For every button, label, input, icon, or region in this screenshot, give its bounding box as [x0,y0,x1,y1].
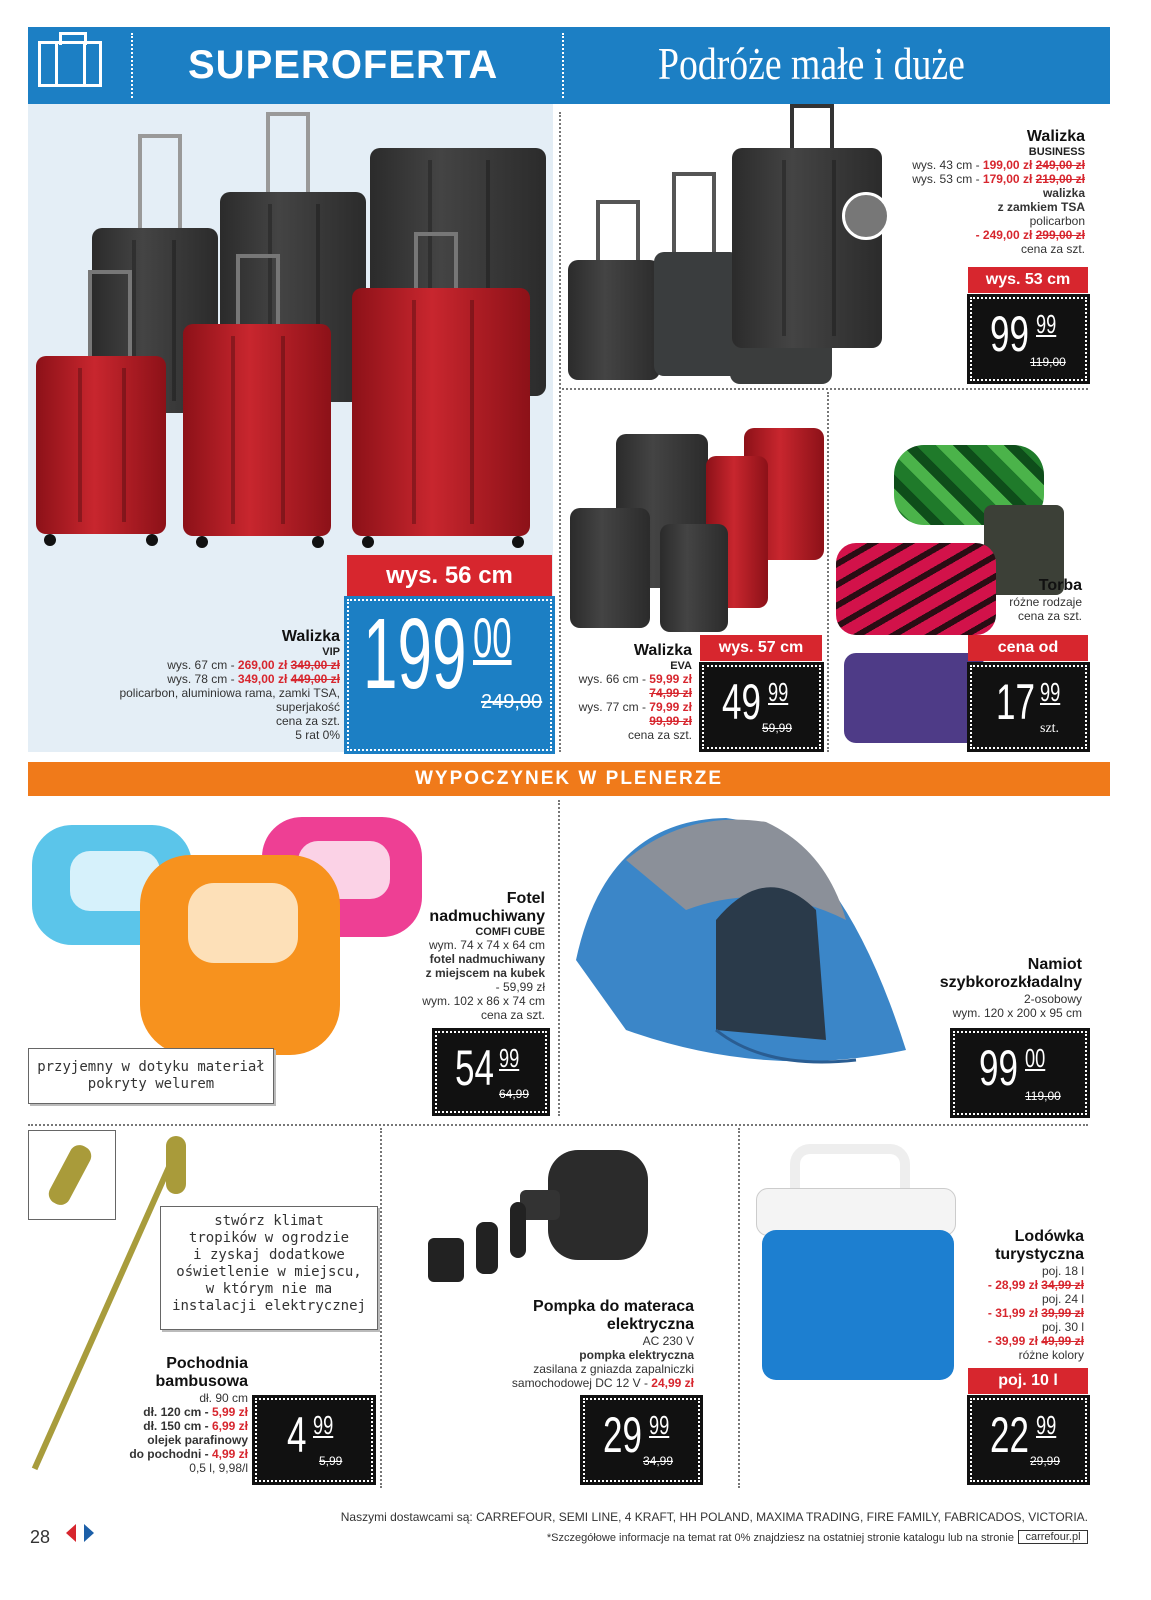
price: - 31,99 zł [987,1306,1038,1320]
wheel [196,536,208,548]
callout-text: instalacji elektrycznej [172,1298,366,1314]
size-label: wys. 53 cm - [912,172,983,186]
price-box [970,665,1087,749]
callout-text: stwórz klimat [214,1213,324,1229]
product-model: VIP [322,646,340,658]
size-label: dł. 120 cm - [143,1405,212,1419]
header-divider [562,33,564,98]
product-model: EVA [670,660,692,672]
price: 6,99 zł [211,1419,248,1433]
handle [414,232,458,294]
price-box [970,1398,1087,1482]
product-model: COMFI CUBE [475,926,545,938]
product-name: Walizka [633,642,692,659]
torba-description [970,577,1082,623]
divider [28,1124,1088,1126]
old-price: 34,99 [643,1454,674,1468]
product-name: szybkorozkładalny [939,974,1082,991]
price-integer: 99 [979,1040,1018,1096]
size-label: wys. 66 cm - [578,672,650,686]
page-number: 28 [30,1527,51,1547]
feature-callout [28,1048,274,1104]
old-price: 99,99 zł [649,714,692,728]
callout-text: i zyskaj dodatkowe [193,1247,345,1263]
price-integer: 29 [603,1407,642,1463]
variant-text: różne rodzaje [1009,595,1082,609]
lodowka-description [944,1228,1084,1362]
price: 199,00 zł [982,158,1033,172]
wheel [44,534,56,546]
product-name: Fotel [506,890,545,907]
variant-name: z zamkiem TSA [997,200,1085,214]
size-tag: wys. 57 cm [700,635,822,661]
capacity-text: poj. 24 l [1041,1292,1084,1306]
product-name: Walizka [281,628,340,645]
handle [88,270,132,360]
variant-text: samochodowej DC 12 V - [511,1376,652,1390]
old-price: 249,00 [481,691,543,713]
price-box [583,1398,700,1482]
eva-description [520,642,692,742]
installments-text: 5 rat 0% [295,728,340,742]
price: 79,99 zł [649,700,692,714]
variant-name: pompka elektryczna [579,1348,694,1362]
old-price: 39,99 zł [1041,1306,1084,1320]
red-suitcase-image [352,288,530,536]
length-text: dł. 90 cm [199,1391,248,1405]
installments-note: *Szczegółowe informacje na temat rat 0% znajdziesz na ostatniej stronie katalogu lub na stronie [546,1532,1014,1544]
callout-text: oświetlenie w miejscu, [176,1264,362,1280]
price-integer: 4 [287,1407,307,1463]
price-decimal: 99 [649,1410,670,1440]
wheel [512,536,524,548]
callout-text: przyjemny w dotyku materiał [37,1059,265,1075]
eva-suitcase-image [566,398,828,634]
old-price: 34,99 zł [1041,1278,1084,1292]
price-decimal: 99 [1036,309,1057,339]
carrefour-logo-icon [64,1522,98,1544]
variant-name: fotel nadmuchiwany [429,952,545,966]
website-link[interactable]: carrefour.pl [1018,1530,1088,1544]
unit-text: cena za szt. [1020,242,1085,256]
price: - 249,00 zł [975,228,1033,242]
product-name: Namiot [1027,956,1082,973]
old-price: 74,99 zł [649,686,692,700]
price-decimal: 99 [768,677,789,707]
capacity-text: 2-osobowy [1023,992,1082,1006]
header-subtitle: Podróże małe i duże [658,38,965,89]
product-name: Pompka do materaca [533,1298,694,1315]
size-label: wys. 77 cm - [578,700,650,714]
callout-text: pokryty welurem [87,1076,215,1092]
price-box [970,297,1087,381]
feature-callout [160,1206,378,1330]
page-header [28,27,1110,104]
product-name: Torba [1038,577,1082,594]
old-price: 64,99 [499,1087,530,1101]
price: 4,99 zł [211,1447,248,1461]
price-decimal: 99 [499,1043,520,1073]
size-tag: wys. 56 cm [347,555,552,597]
price-decimal: 99 [1040,677,1061,707]
price-integer: 17 [996,674,1035,730]
variant-text: zasilana z gniazda zapalniczki [533,1362,694,1376]
price-integer: 22 [990,1407,1029,1463]
suppliers-text: Naszymi dostawcami są: CARREFOUR, SEMI LINE, 4 KRAFT, HH POLAND, MAXIMA TRADING, FIRE FAMILY, FABRICADOS, VICTORIA. [340,1510,1088,1524]
suitcase-icon [38,41,102,87]
divider [562,388,1088,390]
product-name: Pochodnia [166,1355,248,1372]
unit-text: cena za szt. [275,714,340,728]
colors-text: różne kolory [1018,1348,1084,1362]
pompka-description [490,1298,694,1390]
variant-name: z miejscem na kubek [425,966,545,980]
divider [738,1128,740,1488]
material-text: policarbon, aluminiowa rama, zamki TSA, [119,686,340,700]
capacity-text: poj. 18 l [1041,1264,1084,1278]
electric-pump-image [420,1148,690,1298]
old-price: 219,00 zł [1035,172,1085,186]
inflatable-chairs-image [30,805,430,1065]
namiot-description [900,956,1082,1020]
handle [266,112,310,197]
wheel [362,536,374,548]
red-suitcase-image [183,324,331,536]
header-title: SUPEROFERTA [188,43,499,87]
vip-description [80,628,340,742]
pochodnia-description [90,1355,248,1475]
red-suitcase-image [36,356,166,534]
price-decimal: 00 [473,606,512,669]
volume-text: 0,5 l, 9,98/l [189,1461,248,1475]
old-price: 29,99 [1030,1454,1061,1468]
old-price: 59,99 [762,721,793,735]
size-label: wys. 43 cm - [912,158,983,172]
divider [380,1128,382,1488]
divider [827,392,829,752]
old-price: 119,00 [1025,1089,1061,1103]
torch-head-image [166,1136,186,1194]
voltage-text: AC 230 V [642,1334,694,1348]
handle [236,254,280,330]
dimensions-text: wym. 102 x 86 x 74 cm [422,994,545,1008]
price: - 39,99 zł [987,1334,1038,1348]
product-name: turystyczna [995,1246,1084,1263]
old-price: 49,99 zł [1041,1334,1084,1348]
wheel [312,536,324,548]
price-integer: 54 [455,1040,494,1096]
product-name: nadmuchiwany [429,908,545,925]
price-box [953,1031,1087,1115]
size-label: dł. 150 cm - [143,1419,212,1433]
unit-text: cena za szt. [1017,609,1082,623]
variant-name: do pochodni - [129,1447,212,1461]
tent-image [566,800,926,1090]
price: 269,00 zł [237,658,288,672]
price-decimal: 00 [1025,1043,1046,1073]
price-decimal: 99 [313,1410,334,1440]
price: 59,99 zł [649,672,692,686]
size-label: wys. 67 cm - [167,658,238,672]
old-price: 5,99 [319,1454,343,1468]
section-title: WYPOCZYNEK W PLENERZE [28,762,1110,796]
torch-detail-thumbnail [28,1130,116,1220]
price: - 28,99 zł [987,1278,1038,1292]
handle [138,134,182,232]
price-box [255,1398,373,1482]
dimensions-text: wym. 120 x 200 x 95 cm [952,1006,1082,1020]
unit-label: szt. [1040,721,1060,736]
callout-text: w którym nie ma [205,1281,333,1297]
business-description [830,128,1085,256]
size-label: wys. 78 cm - [167,672,238,686]
divider [558,800,560,1116]
product-name: Walizka [1026,128,1085,145]
price-box [702,665,821,749]
price-from-tag: cena od [968,635,1088,661]
variant-name: olejek parafinowy [147,1433,248,1447]
price: 24,99 zł [651,1376,694,1390]
callout-text: tropików w ogrodzie [188,1230,350,1246]
price-box [435,1031,547,1113]
price: 5,99 zł [211,1405,248,1419]
price: 179,00 zł [982,172,1033,186]
header-divider [131,33,133,98]
old-price: 449,00 zł [290,672,340,686]
product-model: BUSINESS [1028,146,1085,158]
price: 349,00 zł [237,672,288,686]
price-decimal: 99 [1036,1410,1057,1440]
price-integer: 99 [990,306,1029,362]
size-tag: poj. 10 l [968,1368,1088,1394]
quality-text: superjakość [275,700,340,714]
old-price: 349,00 zł [290,658,340,672]
material-text: policarbon [1029,214,1085,228]
old-price: 249,00 zł [1035,158,1085,172]
capacity-text: poj. 30 l [1041,1320,1084,1334]
cooler-box-image [750,1140,965,1390]
wheel [146,534,158,546]
product-name: bambusowa [155,1373,248,1390]
size-tag: wys. 53 cm [968,267,1088,293]
fotel-description [380,890,545,1022]
variant-name: walizka [1042,186,1085,200]
old-price: 119,00 [1030,355,1066,369]
price-integer: 199 [363,598,467,710]
unit-text: cena za szt. [627,728,692,742]
old-price: 299,00 zł [1035,228,1085,242]
dimensions-text: wym. 74 x 74 x 64 cm [428,938,545,952]
unit-text: cena za szt. [480,1008,545,1022]
product-name: elektryczna [606,1316,694,1333]
price-integer: 49 [722,674,761,730]
price: - 59,99 zł [495,980,545,994]
product-name: Lodówka [1014,1228,1084,1245]
